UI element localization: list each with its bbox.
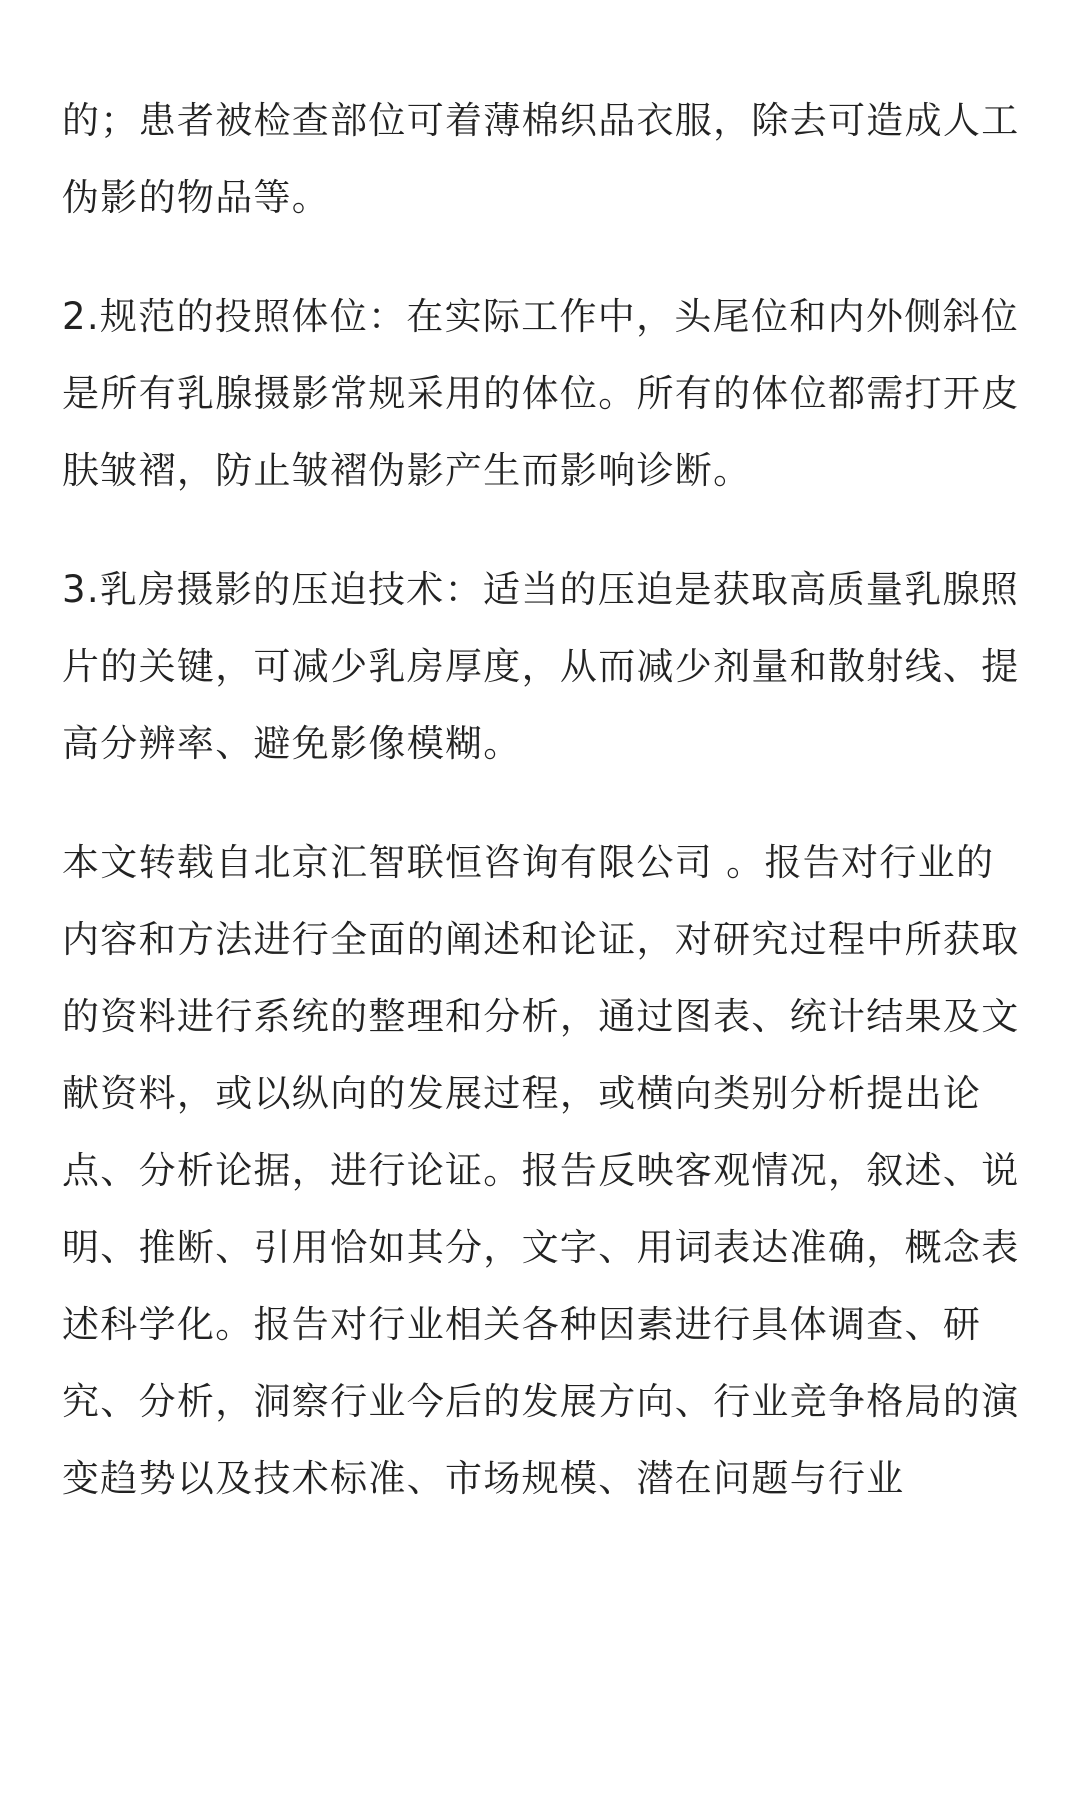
paragraph-positioning: 2.规范的投照体位：在实际工作中，头尾位和内外侧斜位是所有乳腺摄影常规采用的体位。所有的体位都需打开皮肤皱褶，防止皱褶伪影产生而影响诊断。 (62, 295, 1020, 492)
paragraph-source-note: 本文转载自北京汇智联恒咨询有限公司 。报告对行业的内容和方法进行全面的阐述和论证，对研究过程中所获取的资料进行系统的整理和分析，通过图表、统计结果及文献资料，或以纵向的发展过程，或横向类别分析提出论点、分析论据，进行论证。报告反映客观情况，叙述、说明、推断、引用恰如其分，文字、用词表达准确，概念表述科学化。报告对行业相关各种因素进行具体调查、研究、分析，洞察行业今后的发展方向、行业竞争格局的演变趋势以及技术标准、市场规模、潜在问题与行业 (62, 841, 1020, 1500)
article-body (62, 82, 1030, 1517)
paragraph-preparation-end: 的；患者被检查部位可着薄棉织品衣服，除去可造成人工伪影的物品等。 (62, 99, 1020, 219)
paragraph-compression: 3.乳房摄影的压迫技术：适当的压迫是获取高质量乳腺照片的关键，可减少乳房厚度，从而减少剂量和散射线、提高分辨率、避免影像模糊。 (62, 568, 1020, 765)
